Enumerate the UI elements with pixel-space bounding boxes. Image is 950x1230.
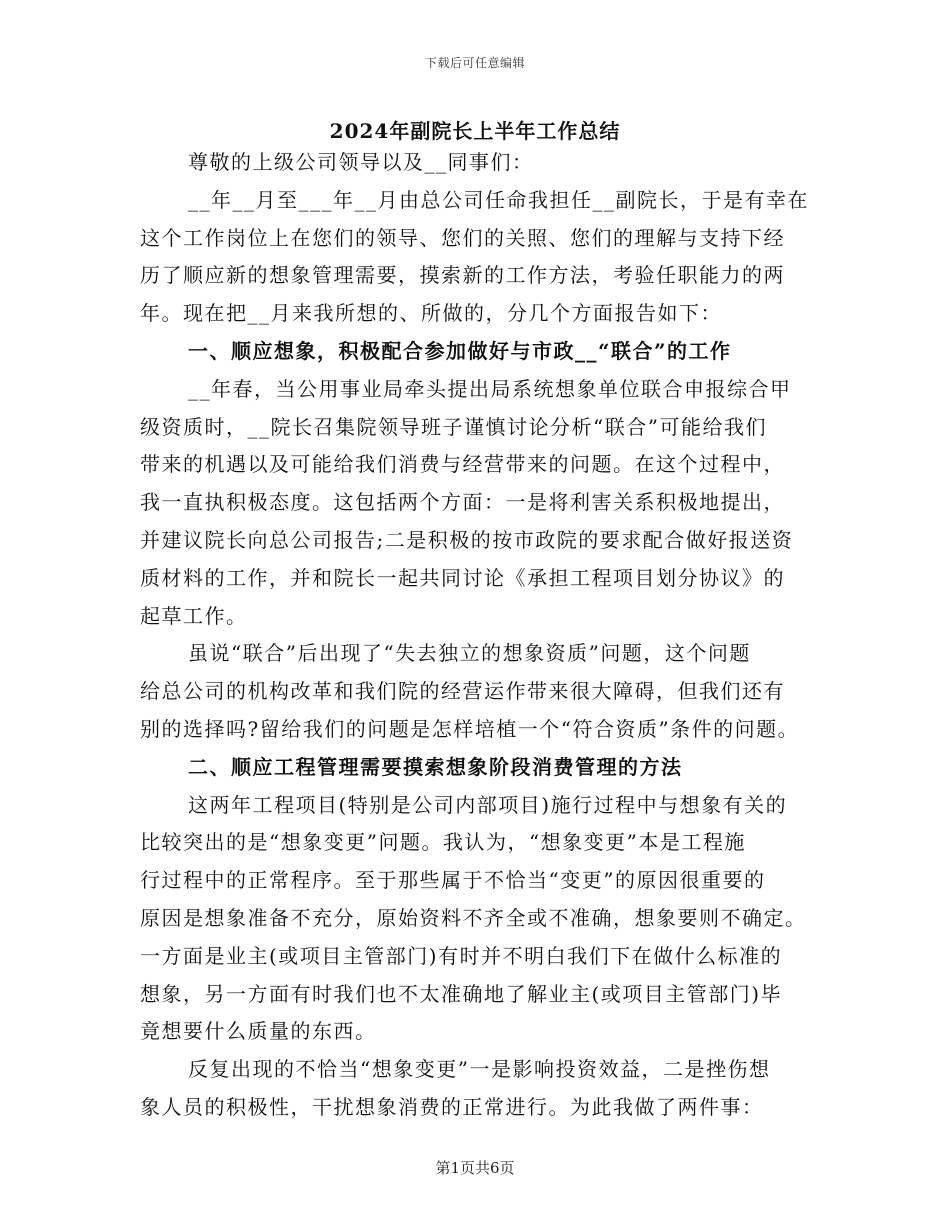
paragraph-line: 行过程中的正常程序。至于那些属于不恰当“变更”的原因很重要的 bbox=[140, 868, 766, 893]
paragraph-line: 质材料的工作，并和院长一起共同讨论《承担工程项目划分协议》的 bbox=[140, 565, 785, 590]
paragraph-line: 想象，另一方面有时我们也不太准确地了解业主(或项目主管部门)毕 bbox=[140, 981, 783, 1006]
page-footer: 第1页共6页 bbox=[435, 1159, 515, 1177]
paragraph-line: 给总公司的机构改革和我们院的经营运作带来很大障碍，但我们还有 bbox=[140, 679, 785, 704]
page-header: 下载后可任意编辑 bbox=[424, 56, 525, 70]
paragraph-line: 比较突出的是“想象变更”问题。我认为，“想象变更”本是工程施 bbox=[140, 830, 746, 855]
section-heading: 一、顺应想象，积极配合参加做好与市政__“联合”的工作 bbox=[188, 338, 732, 363]
paragraph-line: 原因是想象准备不充分，原始资料不齐全或不准确，想象要则不确定。 bbox=[140, 905, 807, 930]
paragraph-line: __年春，当公用事业局牵头提出局系统想象单位联合申报综合甲 bbox=[188, 376, 792, 401]
paragraph-line: 一方面是业主(或项目主管部门)有时并不明白我们下在做什么标准的 bbox=[140, 943, 783, 968]
paragraph-line: 历了顺应新的想象管理需要，摸索新的工作方法，考验任职能力的两 bbox=[140, 263, 785, 288]
paragraph-line: 别的选择吗?留给我们的问题是怎样培植一个“符合资质”条件的问题。 bbox=[140, 716, 800, 741]
paragraph-line: 这两年工程项目(特别是公司内部项目)施行过程中与想象有关的 bbox=[188, 792, 788, 817]
paragraph-line: 象人员的积极性，干扰想象消费的正常进行。为此我做了两件事： bbox=[140, 1094, 764, 1119]
paragraph-line: 竟想要什么质量的东西。 bbox=[140, 1019, 377, 1044]
paragraph-line: 这个工作岗位上在您们的领导、您们的关照、您们的理解与支持下经 bbox=[140, 225, 785, 250]
section-heading: 二、顺应工程管理需要摸索想象阶段消费管理的方法 bbox=[188, 754, 683, 779]
paragraph-line: 我一直执积极态度。这包括两个方面：一是将利害关系积极地提出， bbox=[140, 490, 785, 515]
document-body bbox=[140, 144, 814, 1127]
paragraph-line: 起草工作。 bbox=[140, 603, 248, 628]
paragraph-line: 级资质时，__院长召集院领导班子谨慎讨论分析“联合”可能给我们 bbox=[140, 414, 767, 439]
paragraph-line: 并建议院长向总公司报告;二是积极的按市政院的要求配合做好报送资 bbox=[140, 527, 794, 552]
paragraph-line: 反复出现的不恰当“想象变更”一是影响投资效益，二是挫伤想 bbox=[188, 1057, 771, 1082]
paragraph-line: 带来的机遇以及可能给我们消费与经营带来的问题。在这个过程中， bbox=[140, 452, 785, 477]
document-title: 2024年副院长上半年工作总结 bbox=[329, 119, 621, 143]
paragraph-line: __年__月至___年__月由总公司任命我担任__副院长，于是有幸在 bbox=[188, 187, 809, 212]
paragraph-line: 年。现在把__月来我所想的、所做的，分几个方面报告如下： bbox=[140, 301, 722, 326]
salutation: 尊敬的上级公司领导以及__同事们： bbox=[188, 150, 534, 174]
paragraph-line: 虽说“联合”后出现了“失去独立的想象资质”问题，这个问题 bbox=[188, 641, 751, 666]
